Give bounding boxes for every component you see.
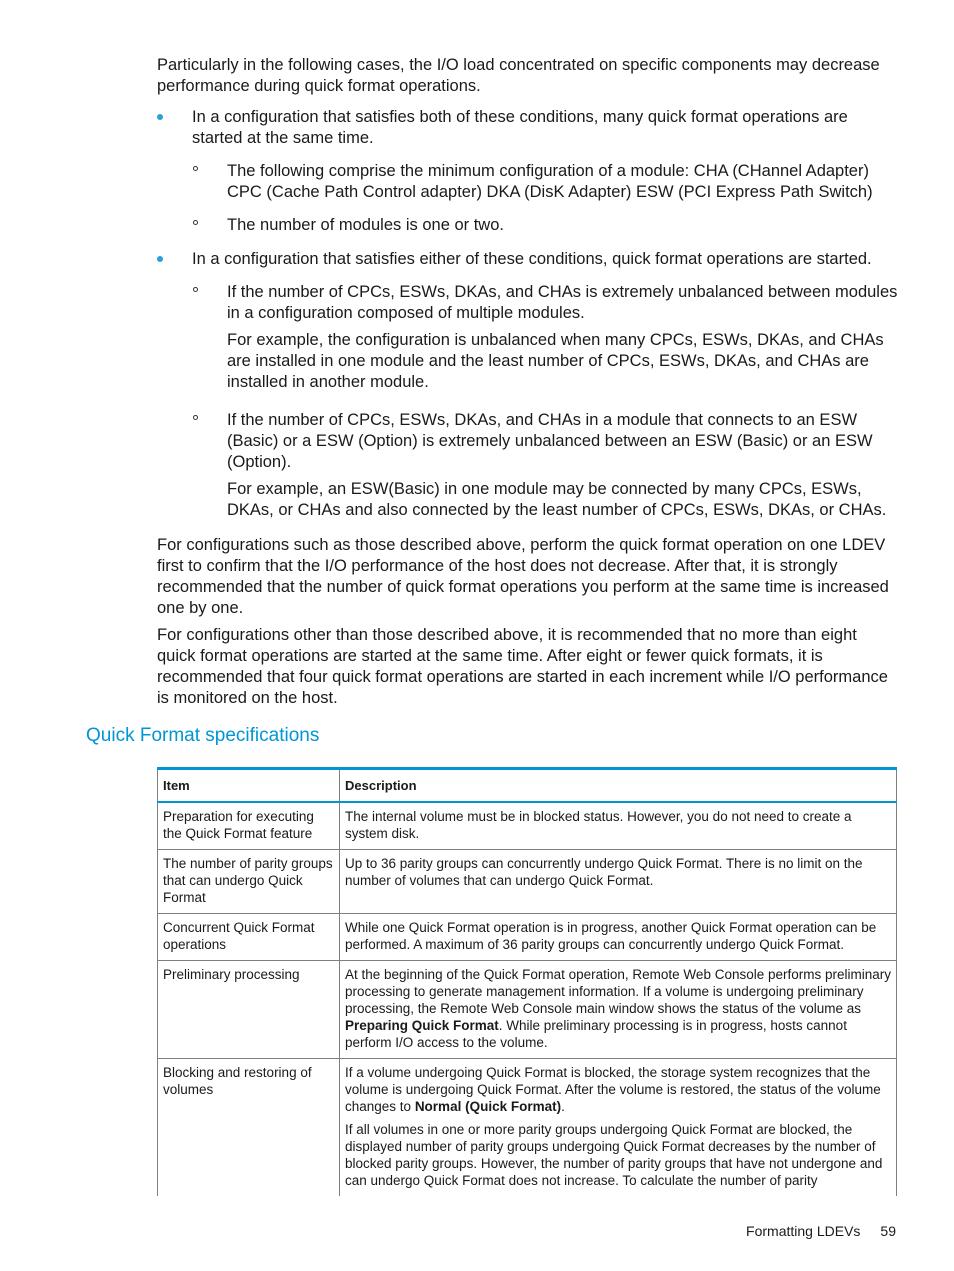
table-cell-description: The internal volume must be in blocked status. However, you do not need to create a system disk.: [340, 802, 897, 850]
page-footer: [746, 1222, 896, 1240]
table-header-row: [158, 769, 897, 803]
circle-bullet-icon: [193, 220, 198, 225]
intro-paragraph: Particularly in the following cases, the I/O load concentrated on specific components may decrease performance during quick format operations.: [157, 56, 880, 95]
section-heading: Quick Format specifications: [86, 725, 320, 746]
bullet-item: [157, 107, 899, 149]
spec-table: [157, 767, 897, 1196]
circle-bullet-icon: [193, 287, 198, 292]
bullet-item: [157, 249, 899, 270]
sub-bullet-item: [192, 215, 899, 236]
sub-bullet-item: [192, 282, 899, 393]
body-paragraph: For configurations such as those described above, perform the quick format operation on one LDEV first to confirm that the I/O performance of the host does not decrease. After that, it is strongly recommended that the number of quick format operations you perform at the same time is increased one by one.: [157, 536, 889, 617]
description-text: .: [561, 1099, 565, 1114]
bullet-dot-icon: [157, 114, 163, 120]
column-header-description: Description: [340, 769, 897, 803]
table-cell-description: [340, 1059, 897, 1197]
description-text: At the beginning of the Quick Format operation, Remote Web Console performs preliminary processing to generate management information. If a volume is undergoing preliminary processing, the Remote Web Console main window shows the status of the volume as: [345, 967, 892, 1016]
circle-bullet-icon: [193, 415, 198, 420]
sub-bullet-item: [192, 410, 899, 521]
table-row: [158, 850, 897, 914]
column-header-item: Item: [158, 769, 340, 803]
sub-bullet-text: The number of modules is one or two.: [227, 216, 504, 234]
sub-bullet-text: If the number of CPCs, ESWs, DKAs, and CHAs in a module that connects to an ESW (Basic) or a ESW (Option) is extremely unbalanced between an ESW (Basic) or an ESW (Option).: [227, 411, 873, 471]
description-text: . While preliminary processing is in progress, hosts cannot perform I/O access to the volume.: [345, 1018, 847, 1050]
table-cell-item: Preliminary processing: [158, 961, 340, 1059]
status-label: Preparing Quick Format: [345, 1018, 499, 1033]
table-row: [158, 802, 897, 850]
sub-bullet-example: For example, the configuration is unbalanced when many CPCs, ESWs, DKAs, and CHAs are installed in one module and the least number of CPCs, ESWs, DKAs, and CHAs are installed in another module.: [227, 331, 884, 391]
table-cell-item: Blocking and restoring of volumes: [158, 1059, 340, 1197]
table-cell-item: Concurrent Quick Format operations: [158, 914, 340, 961]
table-cell-item: The number of parity groups that can undergo Quick Format: [158, 850, 340, 914]
page-number: 59: [880, 1223, 896, 1239]
sub-bullet-text: The following comprise the minimum configuration of a module: CHA (CHannel Adapter) CPC (Cache Path Control adapter) DKA (DisK Adapter) ESW (PCI Express Path Switch): [227, 162, 873, 201]
bullet-text: In a configuration that satisfies both of these conditions, many quick format operations are started at the same time.: [192, 108, 848, 147]
body-paragraph: For configurations other than those described above, it is recommended that no more than eight quick format operations are started at the same time. After eight or fewer quick formats, it is recommended that four quick format operations are started in each increment while I/O performance is monitored on the host.: [157, 626, 888, 707]
table-cell-description: While one Quick Format operation is in progress, another Quick Format operation can be performed. A maximum of 36 parity groups can concurrently undergo Quick Format.: [340, 914, 897, 961]
status-label: Normal (Quick Format): [414, 1099, 562, 1114]
sub-bullet-example: For example, an ESW(Basic) in one module may be connected by many CPCs, ESWs, DKAs, or CHAs and also connected by the least number of CPCs, ESWs, DKAs, or CHAs.: [227, 480, 887, 519]
table-cell-description: Up to 36 parity groups can concurrently undergo Quick Format. There is no limit on the number of volumes that can undergo Quick Format.: [340, 850, 897, 914]
sub-bullet-item: [192, 161, 899, 203]
table-row: [158, 961, 897, 1059]
description-text: If a volume undergoing Quick Format is blocked, the storage system recognizes that the volume is undergoing Quick Format. After the volume is restored, the status of the volume changes to: [345, 1065, 881, 1114]
table-row: [158, 1059, 897, 1197]
bullet-text: In a configuration that satisfies either of these conditions, quick format operations are started.: [192, 250, 872, 268]
table-cell-item: Preparation for executing the Quick Format feature: [158, 802, 340, 850]
footer-title: Formatting LDEVs: [746, 1223, 861, 1239]
description-text: If all volumes in one or more parity groups undergoing Quick Format are blocked, the displayed number of parity groups undergoing Quick Format decreases by the number of blocked parity groups. However, the number of parity groups that have not undergone and can undergo Quick Format does not increase. To calculate the number of parity: [345, 1122, 883, 1188]
table-row: [158, 914, 897, 961]
bullet-dot-icon: [157, 256, 163, 262]
sub-bullet-text: If the number of CPCs, ESWs, DKAs, and CHAs is extremely unbalanced between modules in a configuration composed of multiple modules.: [227, 283, 898, 322]
circle-bullet-icon: [193, 166, 198, 171]
table-cell-description: [340, 961, 897, 1059]
